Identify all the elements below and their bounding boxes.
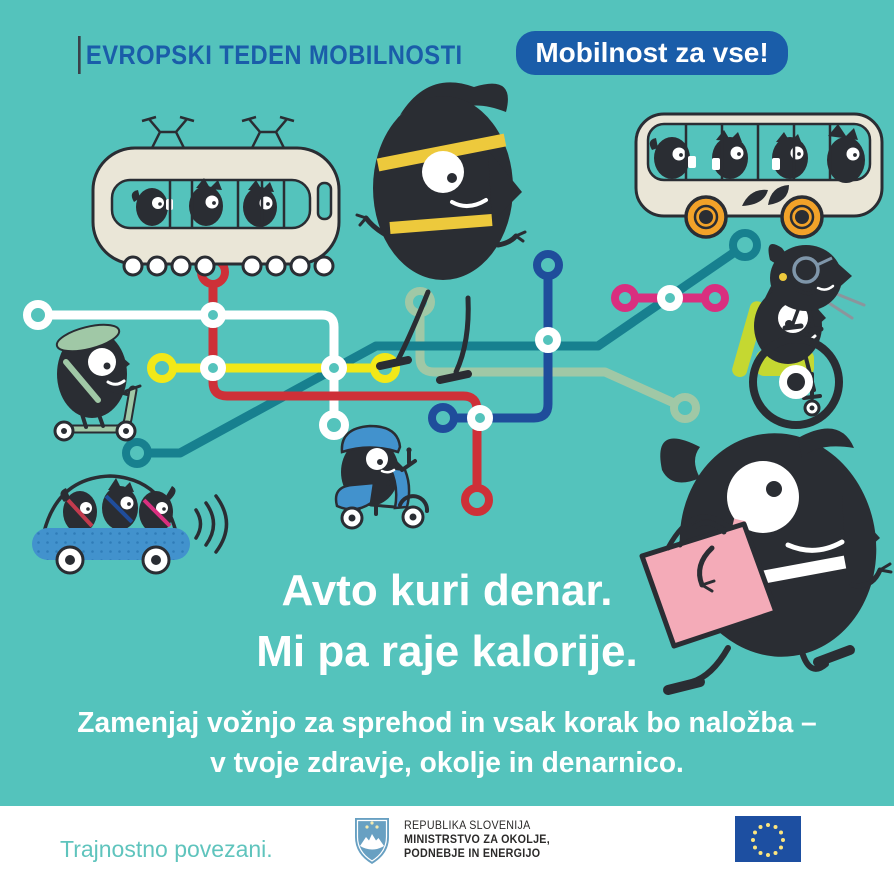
ministry-line2: MINISTRSTVO ZA OKOLJE, (404, 834, 550, 846)
walking-character-icon (357, 82, 525, 380)
headline-line2: Mi pa raje kalorije. (256, 627, 638, 676)
pink-line-node (615, 288, 635, 308)
bus-wheel (782, 197, 822, 237)
headline (0, 560, 894, 682)
interchange-node (27, 304, 49, 326)
footer (0, 806, 894, 892)
waistband (390, 220, 492, 228)
campaign-title (78, 36, 463, 74)
campaign-title-bold: MOBILNOSTI (309, 39, 463, 70)
bus-wheel (686, 197, 726, 237)
navy-line-node (537, 254, 559, 276)
footer-tagline: Trajnostno povezani. (60, 836, 273, 862)
car-passengers (60, 478, 175, 533)
slovenia-coat-of-arms-icon (353, 817, 391, 865)
moped-character-icon (336, 426, 427, 528)
helmet (342, 426, 400, 452)
ministry-line1: REPUBLIKA SLOVENIJA (404, 820, 531, 832)
car-icon (32, 476, 227, 573)
title-divider-bar (78, 36, 81, 74)
campaign-title-regular: EVROPSKI TEDEN (85, 39, 303, 70)
government-logo (353, 817, 561, 865)
subtitle-line2: v tvoje zdravje, okolje in denarnico. (210, 747, 684, 779)
yellow-line-node (151, 357, 173, 379)
eu-flag-icon (735, 816, 801, 867)
teal-line-node (126, 442, 148, 464)
scooter-character-icon (54, 320, 140, 440)
subtitle-line1: Zamenjaj vožnjo za sprehod in vsak korak bo naložba – (77, 707, 817, 739)
passenger-eye (152, 197, 164, 209)
headline-line1: Avto kuri denar. (281, 566, 613, 615)
bus-icon (636, 114, 882, 237)
tram-icon (93, 117, 339, 275)
subtitle (13, 703, 880, 783)
signal-waves-icon (196, 496, 227, 552)
ministry-line3: PODNEBJE IN ENERGIJO (404, 848, 541, 860)
ponytail (660, 438, 700, 482)
slogan-badge: Mobilnost za vse! (516, 31, 788, 75)
walker-eye (422, 151, 464, 193)
ministry-text (404, 817, 550, 861)
